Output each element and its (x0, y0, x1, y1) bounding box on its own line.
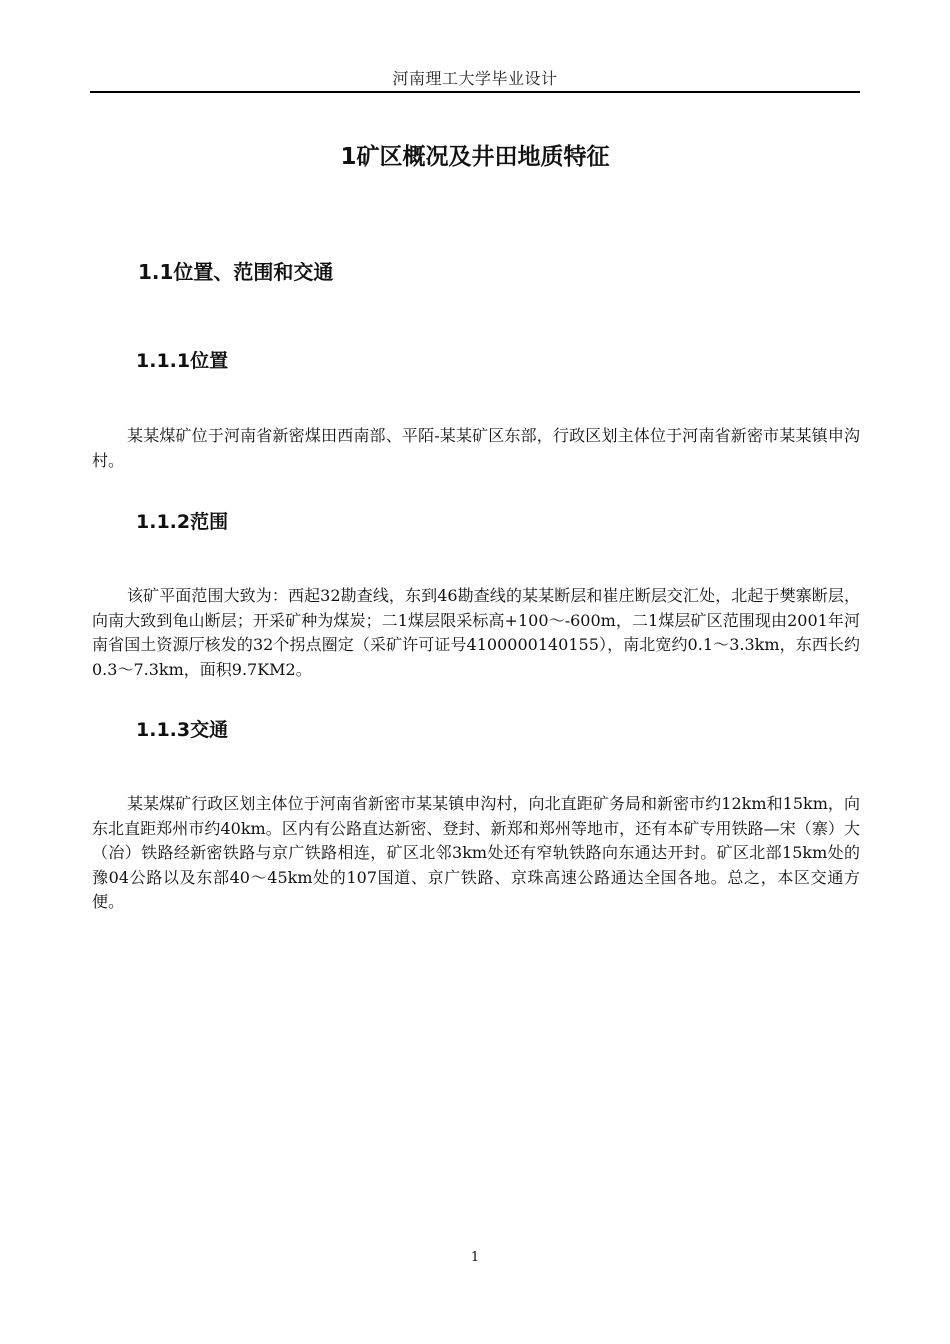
subsection-title-scope: 1.1.2范围 (136, 511, 229, 533)
running-header: 河南理工大学毕业设计 (392, 69, 558, 88)
header-rule (90, 91, 860, 93)
paragraph-transport: 某某煤矿行政区划主体位于河南省新密市某某镇申沟村，向北直距矿务局和新密市约12km和15km，向东北直距郑州市约40km。区内有公路直达新密、登封、新郑和郑州等地市，还有本矿专用铁路—宋（寨）大（冶）铁路经新密铁路与京广铁路相连，矿区北邻3km处还有窄轨铁路向东通达开封。矿区北部15km处的豫04公路以及东部40～45km处的107国道、京广铁路、京珠高速公路通达全国各地。总之，本区交通方便。 (92, 794, 860, 911)
paragraph-location: 某某煤矿位于河南省新密煤田西南部、平陌-某某矿区东部，行政区划主体位于河南省新密市某某镇申沟村。 (92, 426, 860, 470)
page-number: 1 (470, 1250, 480, 1265)
chapter-title: 1矿区概况及井田地质特征 (340, 144, 610, 170)
paragraph-scope: 该矿平面范围大致为：西起32勘查线，东到46勘查线的某某断层和崔庄断层交汇处，北起于樊寨断层，向南大致到龟山断层；开采矿种为煤炭；二1煤层限采标高+100～-600m，二1煤层矿区范围现由2001年河南省国土资源厅核发的32个拐点圈定（采矿许可证号4100000140155），南北宽约0.1～3.3km，东西长约0.3～7.3km，面积9.7KM2。 (92, 586, 860, 679)
subsection-title-location: 1.1.1位置 (136, 350, 229, 372)
subsection-title-transport: 1.1.3交通 (136, 719, 229, 741)
section-title: 1.1位置、范围和交通 (138, 260, 334, 284)
